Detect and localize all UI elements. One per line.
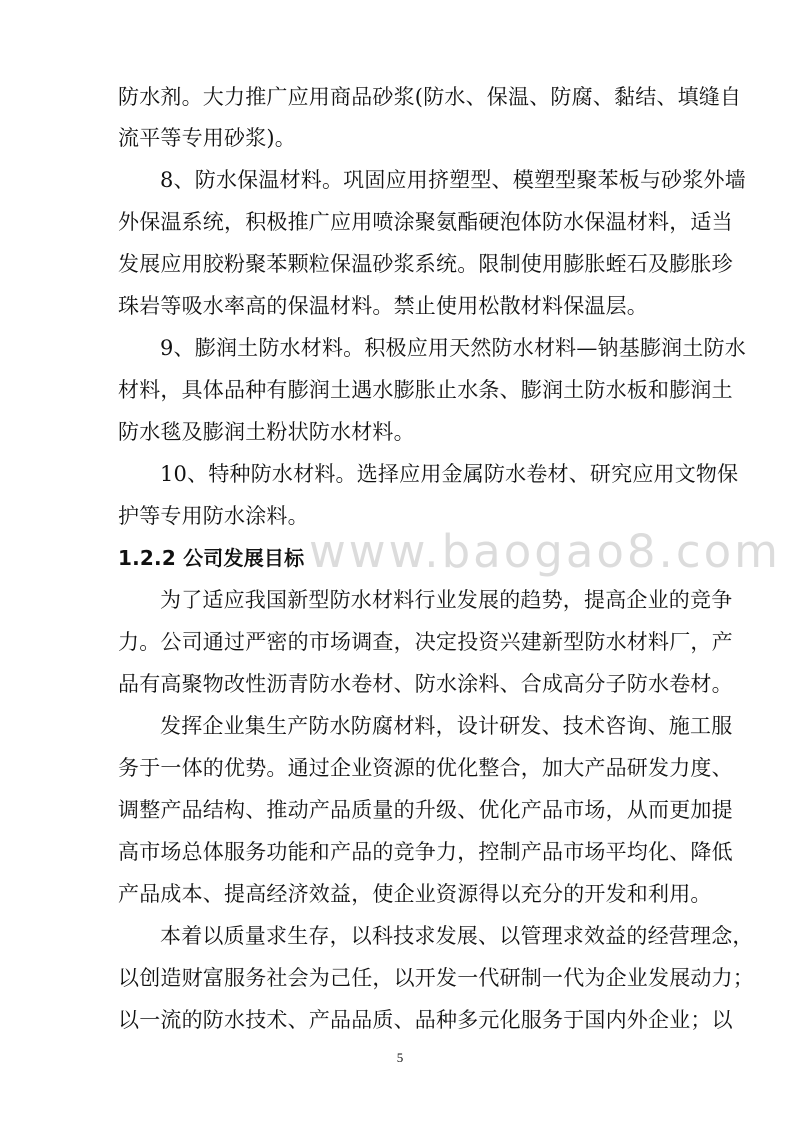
text-line: 力。公司通过严密的市场调查，决定投资兴建新型防水材料厂，产	[118, 630, 733, 654]
text-line: 外保温系统，积极推广应用喷涂聚氨酯硬泡体防水保温材料，适当	[118, 210, 733, 234]
text-line: 防水剂。大力推广应用商品砂浆(防水、保温、防腐、黏结、填缝自	[118, 85, 742, 109]
text-line: 以创造财富服务社会为己任，以开发一代研制一代为企业发展动力；	[118, 966, 754, 990]
text-line: 8、防水保温材料。巩固应用挤塑型、模塑型聚苯板与砂浆外墙	[160, 168, 746, 192]
text-line: 高市场总体服务功能和产品的竞争力，控制产品市场平均化、降低	[118, 840, 733, 864]
text-line: 品有高聚物改性沥青防水卷材、防水涂料、合成高分子防水卷材。	[118, 672, 733, 696]
watermark: www.baogao8.com	[309, 525, 781, 578]
text-line: 发展应用胶粉聚苯颗粒保温砂浆系统。限制使用膨胀蛭石及膨胀珍	[118, 252, 733, 276]
text-line: 务于一体的优势。通过企业资源的优化整合，加大产品研发力度、	[118, 756, 733, 780]
text-line: 发挥企业集生产防水防腐材料，设计研发、技术咨询、施工服	[160, 714, 733, 738]
text-line: 为了适应我国新型防水材料行业发展的趋势，提高企业的竞争	[160, 588, 733, 612]
text-line: 10、特种防水材料。选择应用金属防水卷材、研究应用文物保	[160, 462, 739, 486]
text-line: 产品成本、提高经济效益，使企业资源得以充分的开发和利用。	[118, 882, 712, 906]
text-line: 本着以质量求生存，以科技求发展、以管理求效益的经营理念，	[160, 924, 754, 948]
section-heading: 1.2.2 公司发展目标	[118, 546, 305, 570]
text-line: 以一流的防水技术、产品品质、品种多元化服务于国内外企业；以	[118, 1008, 733, 1032]
text-line: 护等专用防水涂料。	[118, 504, 309, 528]
page-number: 5	[396, 1050, 404, 1065]
text-line: 材料，具体品种有膨润土遇水膨胀止水条、膨润土防水板和膨润土	[118, 378, 733, 402]
text-line: 调整产品结构、推动产品质量的升级、优化产品市场，从而更加提	[118, 798, 733, 822]
text-line: 防水毯及膨润土粉状防水材料。	[118, 420, 415, 444]
text-line: 流平等专用砂浆)。	[118, 126, 296, 150]
text-line: 珠岩等吸水率高的保温材料。禁止使用松散材料保温层。	[118, 294, 648, 318]
text-line: 9、膨润土防水材料。积极应用天然防水材料—钠基膨润土防水	[160, 336, 746, 360]
